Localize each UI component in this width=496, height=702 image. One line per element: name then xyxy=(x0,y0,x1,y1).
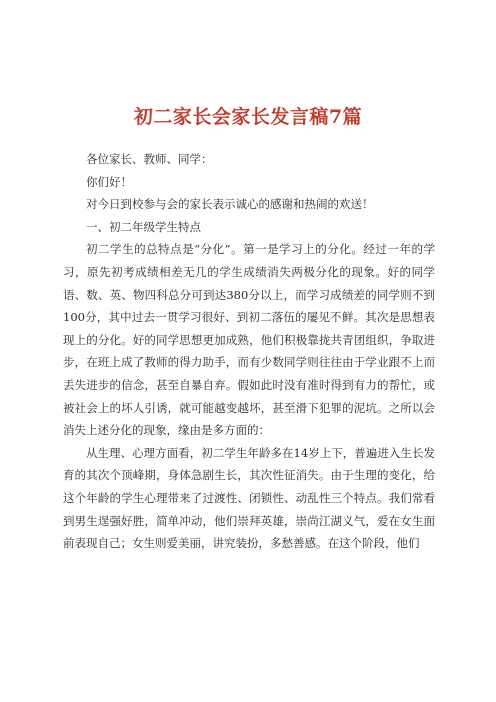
salutation-paragraph: 各位家长、教师、同学： xyxy=(86,152,213,166)
document-title: 初二家长会家长发言稿7篇 xyxy=(133,106,363,128)
section-heading: 一、初二年级学生特点 xyxy=(86,219,201,234)
welcome-paragraph: 对今日到校参与会的家长表示诚心的感谢和热闹的欢送！ xyxy=(86,197,374,212)
document-body xyxy=(63,148,435,555)
greeting-paragraph: 你们好！ xyxy=(86,174,132,189)
body-paragraph: 从生理、心理方面看，初二学生年龄多在14岁上下，普遍进入生长发育的其次个顶峰期，身体急剧生长，其次性征消失。由于生理的变化，给这个年龄的学生心理带来了过渡性、闭锁性、动乱性三个特点。我们常看到男生逞强好胜，简单冲动，他们崇拜英雄，崇尚江湖义气，爱在女生面前表现自己；女生则爱美丽，讲究装扮，多愁善感。在这个阶段，他们 xyxy=(63,445,435,551)
body-paragraph: 初二学生的总特点是“分化”。第一是学习上的分化。经过一年的学习，原先初考成绩相差无几的学生成绩消失两极分化的现象。好的同学语、数、英、物四科总分可到达380分以上，而学习成绩差的同学则不到100分，其中过去一贯学习很好、到初二落伍的屡见不鲜。其次是思想表现上的分化。好的同学思想更加成熟，他们积极靠拢共青团组织，争取进步，在班上成了教师的得力助手，而有少数同学则往往由于学业跟不上而丢失进步的信念，甚至自暴自弃。假如此时没有准时得到有力的帮忙，或被社会上的坏人引诱，就可能越变越坏，甚至滑下犯罪的泥坑。之所以会消失上述分化的现象，缘由是多方面的： xyxy=(63,242,435,438)
